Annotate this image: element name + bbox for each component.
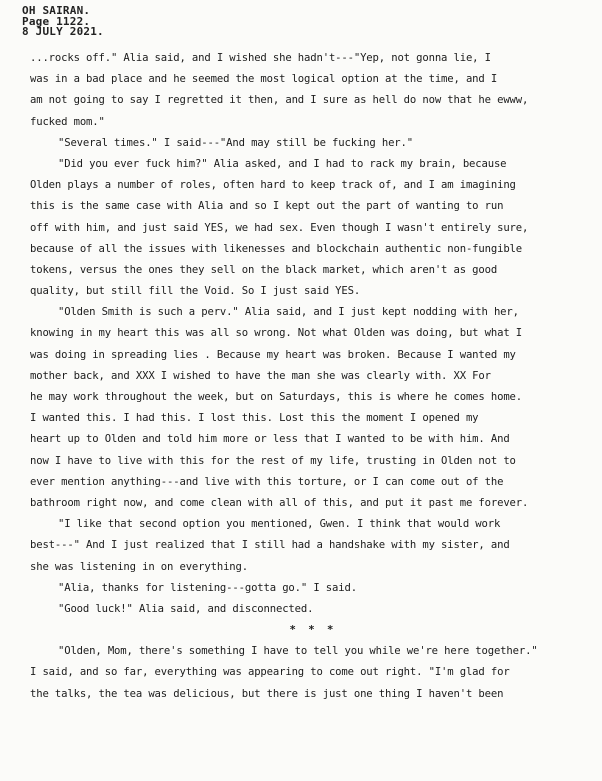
header-date: 8 JULY 2021. (22, 25, 104, 38)
text-line: "Good luck!" Alia said, and disconnected. (58, 602, 314, 615)
text-line: am not going to say I regretted it then, and I sure as hell do now that he ewww, (30, 94, 529, 107)
text-line: ever mention anything---and live with this torture, or I can come out of the (30, 475, 504, 488)
text-line: heart up to Olden and told him more or less that I wanted to be with him. And (30, 433, 510, 446)
text-line: I wanted this. I had this. I lost this. Lost this the moment I opened my (30, 412, 479, 425)
header-title: OH SAIRAN. (22, 4, 91, 17)
text-line: fucked mom." (30, 115, 105, 128)
text-line: this is the same case with Alia and so I kept out the part of wanting to run (30, 200, 504, 213)
page-body (30, 48, 596, 705)
text-line: was doing in spreading lies . Because my heart was broken. Because I wanted my (30, 348, 516, 361)
text-line: off with him, and just said YES, we had sex. Even though I wasn't entirely sure, (30, 221, 529, 234)
text-line: "I like that second option you mentioned, Gwen. I think that would work (58, 518, 501, 531)
text-line: "Did you ever fuck him?" Alia asked, and I had to rack my brain, because (58, 157, 507, 170)
text-line: quality, but still fill the Void. So I just said YES. (30, 285, 361, 298)
text-line: now I have to live with this for the rest of my life, trusting in Olden not to (30, 454, 516, 467)
text-line: Olden plays a number of roles, often hard to keep track of, and I am imagining (30, 179, 516, 192)
text-line: I said, and so far, everything was appearing to come out right. "I'm glad for (30, 666, 510, 679)
text-line: he may work throughout the week, but on Saturdays, this is where he comes home. (30, 391, 523, 403)
header-page-number: Page 1122. (22, 14, 91, 28)
page-header (22, 6, 104, 38)
text-line: "Olden, Mom, there's something I have to tell you while we're here together." (58, 645, 538, 658)
text-line: "Several times." I said---"And may still be fucking her." (58, 136, 413, 149)
text-line: "Olden Smith is such a perv." Alia said, and I just kept nodding with her, (58, 306, 519, 319)
text-line: ...rocks off." Alia said, and I wished she hadn't---"Yep, not gonna lie, I (30, 52, 491, 64)
text-line: best---" And I just realized that I still had a handshake with my sister, and (30, 539, 510, 552)
text-line: because of all the issues with likenesses and blockchain authentic non-fungible (30, 242, 523, 255)
text-line: tokens, versus the ones they sell on the black market, which aren't as good (30, 263, 498, 276)
text-line: the talks, the tea was delicious, but there is just one thing I haven't been (30, 687, 504, 700)
text-line: knowing in my heart this was all so wrong. Not what Olden was doing, but what I (30, 327, 523, 340)
text-line: she was listening in on everything. (30, 560, 248, 573)
text-line: mother back, and XXX I wished to have the man she was clearly with. XX For (30, 369, 491, 382)
text-line: bathroom right now, and come clean with all of this, and put it past me forever. (30, 496, 529, 509)
section-break: * * * (289, 624, 337, 637)
text-line: was in a bad place and he seemed the most logical option at the time, and I (30, 73, 498, 86)
text-line: "Alia, thanks for listening---gotta go." I said. (58, 581, 357, 594)
